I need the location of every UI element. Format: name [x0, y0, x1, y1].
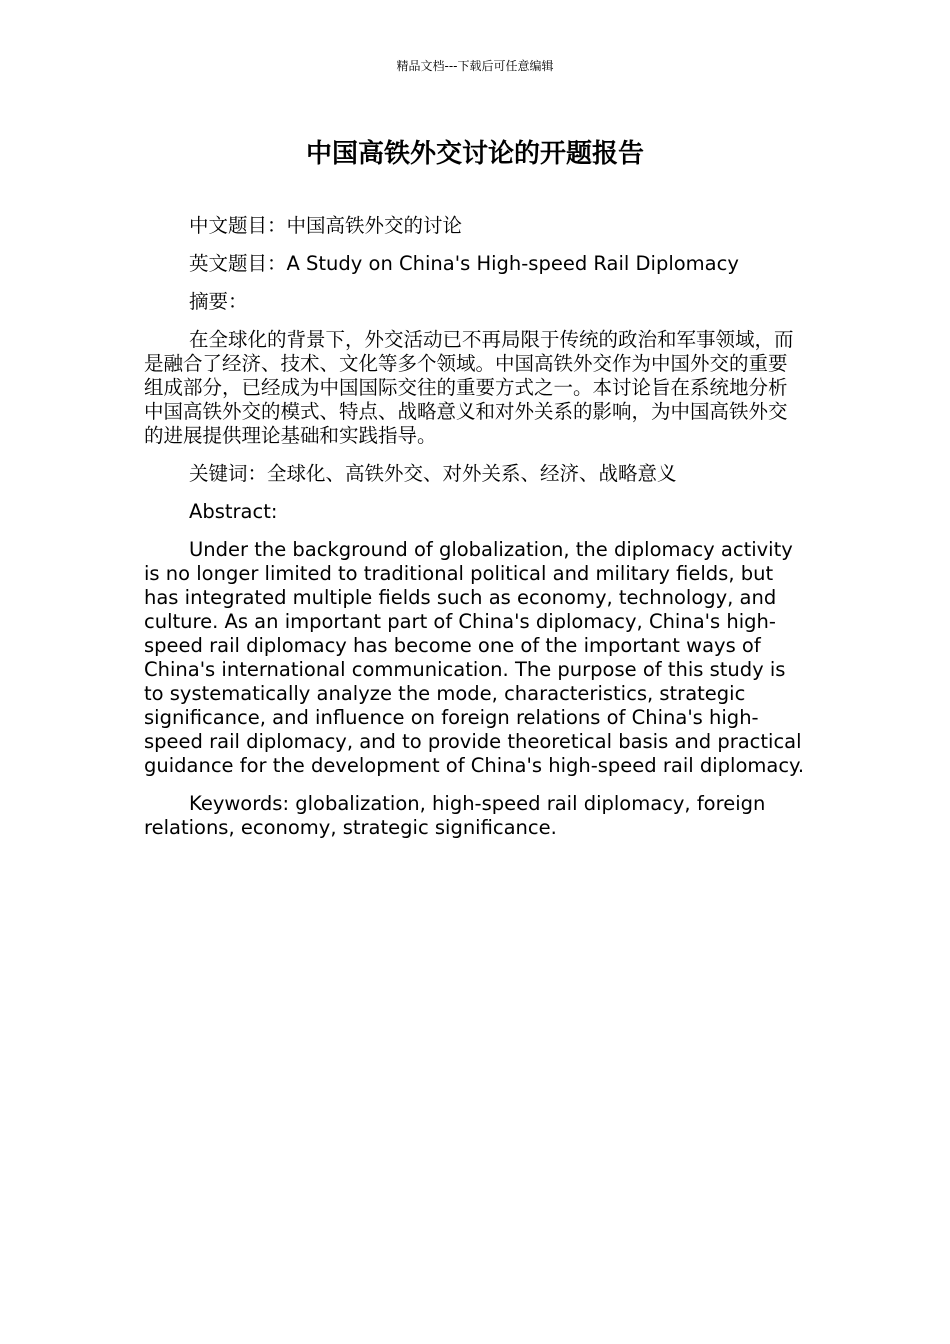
document-body: [144, 214, 806, 854]
keywords-cn: 关键词：全球化、高铁外交、对外关系、经济、战略意义: [189, 462, 677, 485]
abstract-en-label: Abstract:: [189, 500, 278, 523]
abstract-cn-text: 在全球化的背景下，外交活动已不再局限于传统的政治和军事领域，而是融合了经济、技术、文化等多个领域。中国高铁外交作为中国外交的重要组成部分，已经成为中国国际交往的重要方式之一。本讨论旨在系统地分析中国高铁外交的模式、特点、战略意义和对外关系的影响，为中国高铁外交的进展提供理论基础和实践指导。: [144, 328, 794, 447]
abstract-cn-label: 摘要：: [189, 290, 248, 313]
english-title-line: 英文题目：A Study on China's High-speed Rail Diplomacy: [189, 252, 739, 275]
keywords-en: Keywords: globalization, high-speed rail diplomacy, foreign relations, economy, strategic significance.: [144, 792, 766, 839]
document-title: 中国高铁外交讨论的开题报告: [305, 139, 644, 169]
header-note: 精品文档---下载后可任意编辑: [396, 59, 554, 73]
abstract-en-text: Under the background of globalization, the diplomacy activity is no longer limited to traditional political and military fields, but has integrated multiple fields such as economy, technology, and culture. As an important part of China's diplomacy, China's high-speed rail diplomacy has become one of the important ways of China's international communication. The purpose of this study is to systematically analyze the mode, characteristics, strategic significance, and influence on foreign relations of China's high-speed rail diplomacy, and to provide theoretical basis and practical guidance for the development of China's high-speed rail diplomacy.: [144, 538, 805, 777]
chinese-title-line: 中文题目：中国高铁外交的讨论: [189, 214, 463, 237]
